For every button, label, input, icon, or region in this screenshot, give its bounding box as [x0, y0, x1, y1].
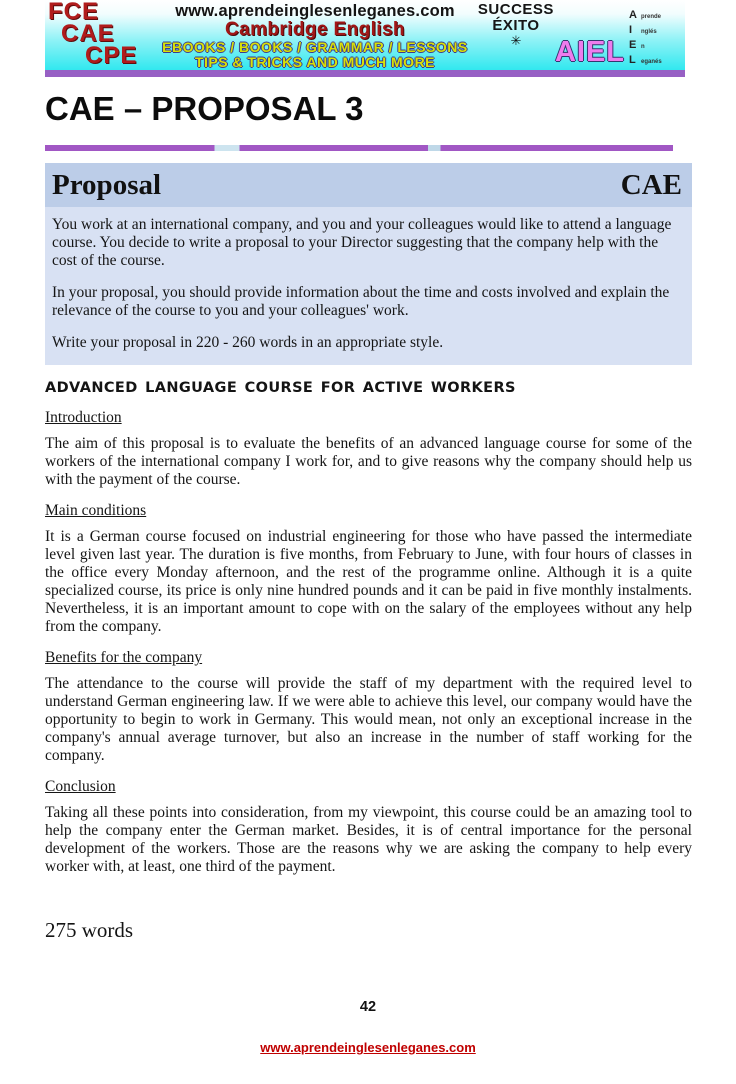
- section-heading-introduction: Introduction: [45, 409, 122, 426]
- exam-level-cpe: CPE: [85, 42, 138, 69]
- section-heading-benefits: Benefits for the company: [45, 649, 203, 666]
- page-number: 42: [359, 999, 377, 1015]
- task-paragraph: You work at an international company, and you and your colleagues would like to attend a language course. You decide to write a proposal to your Director suggesting that the company help with the cost of the course.: [52, 216, 672, 269]
- task-box-body: [45, 207, 692, 365]
- acronym-row: [629, 24, 685, 39]
- banner-website-text: www.aprendeinglesenleganes.com: [175, 2, 455, 20]
- exam-level-cae: CAE: [61, 20, 115, 47]
- task-box-header: [45, 163, 692, 207]
- page-title: CAE – PROPOSAL 3: [45, 90, 364, 127]
- acronym-row: [629, 9, 685, 24]
- section-text-conclusion: Taking all these points into consideration, from my viewpoint, this course could be an amazing tool to help the company enter the German market. Besides, it is of central importance for the personal development of the workers. Those are the reasons why we are asking the company to help every worker with, at least, one third of the payment.: [45, 804, 692, 875]
- title-divider: [45, 145, 673, 151]
- success-text: SUCCESS: [477, 1, 554, 18]
- acronym-letter-e: E: [629, 39, 637, 51]
- banner-tagline-2: TIPS & TRICKS AND MUCH MORE: [194, 54, 436, 70]
- acronym-letter-i: I: [629, 24, 633, 36]
- acronym-row: [629, 39, 685, 54]
- footer: [0, 1039, 736, 1057]
- section-heading-main-conditions: Main conditions: [45, 502, 147, 519]
- aiel-acronym: [629, 2, 685, 70]
- success-block: [477, 2, 555, 70]
- task-box: [45, 163, 692, 365]
- acronym-letter-a: A: [629, 9, 637, 21]
- section-text-main-conditions: It is a German course focused on industrial engineering for those who have passed the intermediate level given last year. The duration is five months, from February to June, with four hours of classes in the office every Monday afternoon, and the rest of the programme online. Although it is a quite specialized course, its price is only nine hundred pounds and it can be paid in five monthly instalments. Nevertheless, it is an important amount to cope with on the salary of the employees without any help from the company.: [45, 528, 692, 635]
- task-paragraph: Write your proposal in 220 - 260 words in an appropriate style.: [52, 334, 444, 351]
- acronym-word-l: eganés: [641, 59, 662, 65]
- aiel-logo-text: AIEL: [554, 36, 625, 68]
- exam-levels: [45, 0, 155, 70]
- footer-website-link[interactable]: www.aprendeinglesenleganes.com: [260, 1040, 476, 1055]
- acronym-word-a: prende: [641, 14, 662, 20]
- word-count: 275 words: [45, 918, 134, 942]
- task-type-label: Proposal: [52, 168, 162, 201]
- acronym-word-e: n: [641, 44, 645, 50]
- aiel-logo-block: [555, 2, 629, 70]
- banner-tagline-1: EBOOKS / BOOKS / GRAMMAR / LESSONS: [162, 39, 468, 55]
- acronym-row: [629, 54, 685, 69]
- section-text-introduction: The aim of this proposal is to evaluate the benefits of an advanced language course for some of the workers of the international company I work for, and to give reasons why the company should help us with the payment of the course.: [45, 435, 692, 488]
- banner-center: [155, 0, 475, 70]
- exito-text: ÉXITO: [492, 17, 540, 34]
- acronym-letter-l: L: [629, 54, 636, 66]
- acronym-word-i: nglés: [641, 29, 657, 35]
- essay-title: ADVANCED LANGUAGE COURSE FOR ACTIVE WORKERS: [45, 380, 516, 396]
- banner-right: [475, 0, 685, 70]
- sun-star-icon: ✳: [510, 33, 522, 48]
- section-heading-conclusion: Conclusion: [45, 778, 116, 795]
- exam-level-fce: FCE: [48, 0, 99, 25]
- site-banner: [45, 0, 685, 70]
- banner-bottom-divider: [45, 70, 685, 77]
- exam-name-label: CAE: [620, 168, 682, 201]
- section-text-benefits: The attendance to the course will provide the staff of my department with the required level to understand German engineering law. If we were able to achieve this level, our company would have the opportunity to begin to work in Germany. This would mean, not only an exceptional increase in the company's annual average turnover, but also an increase in the number of staff working for the company.: [45, 675, 692, 764]
- banner-brand-text: Cambridge English: [225, 19, 405, 40]
- task-paragraph: In your proposal, you should provide information about the time and costs involved and explain the relevance of the course to you and your colleagues' work.: [52, 284, 670, 319]
